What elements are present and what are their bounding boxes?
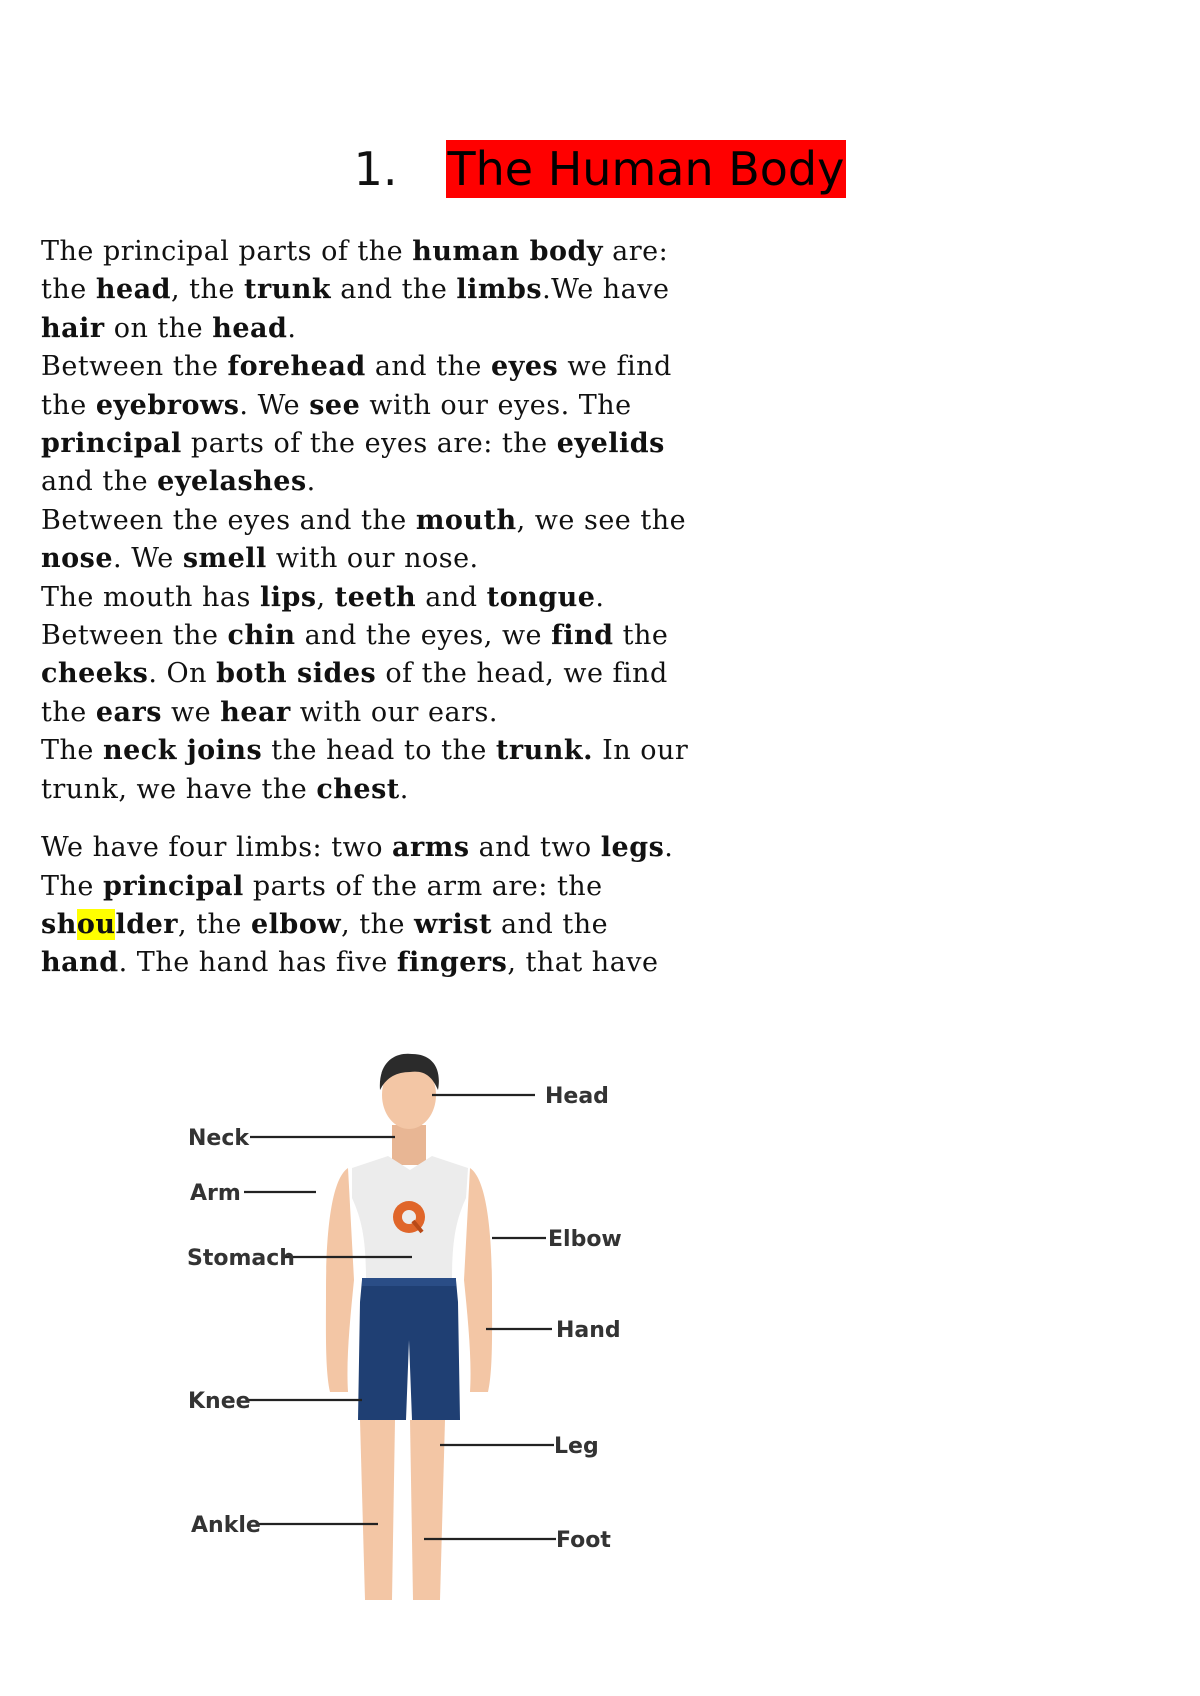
- label-head: Head: [545, 1084, 609, 1109]
- label-hand: Hand: [556, 1318, 621, 1343]
- bold-term: both sides: [216, 658, 377, 690]
- text-run: Between the: [41, 620, 228, 652]
- body-illustration: [326, 1054, 492, 1600]
- text-run: and the: [331, 274, 457, 306]
- text-run: parts of the arm are: the: [243, 870, 603, 902]
- text-run: .: [287, 312, 297, 344]
- bold-term: hear: [220, 696, 291, 728]
- bold-term: eyelids: [556, 428, 665, 460]
- label-leg: Leg: [554, 1434, 599, 1459]
- bold-term: nose: [41, 543, 114, 575]
- bold-term: chin: [227, 620, 296, 652]
- bold-term: hand: [41, 947, 119, 979]
- text-run: with our ears.: [290, 696, 498, 728]
- text-run: . On: [148, 658, 217, 690]
- text-run: , we see the: [516, 504, 687, 536]
- bold-term: find: [551, 620, 614, 652]
- bold-term: head: [95, 274, 171, 306]
- text-run: We have four limbs: two: [41, 832, 393, 864]
- bold-term: principal: [102, 870, 244, 902]
- text-run: .We have: [542, 274, 670, 306]
- bold-term: tongue: [486, 581, 596, 613]
- label-neck: Neck: [188, 1126, 250, 1151]
- bold-term: wrist: [414, 908, 492, 940]
- text-run: ,: [316, 581, 335, 613]
- text-run: . The: [41, 832, 674, 902]
- bold-term: see: [309, 389, 361, 421]
- text-run: The principal parts of the: [41, 236, 413, 267]
- text-run: with our eyes. The: [360, 389, 632, 421]
- text-run: .: [595, 581, 605, 613]
- text-run: parts of the eyes are: the: [181, 428, 557, 460]
- bold-term: forehead: [227, 351, 366, 383]
- paragraph: [41, 829, 691, 983]
- text-run: The: [41, 735, 103, 767]
- bold-term: principal: [41, 428, 182, 460]
- bold-term: neck joins: [102, 735, 263, 767]
- bold-term: mouth: [415, 504, 517, 536]
- text-run: the: [613, 620, 669, 652]
- label-stomach: Stomach: [187, 1246, 295, 1271]
- label-ankle: Ankle: [191, 1513, 261, 1538]
- heading-number: 1.: [353, 142, 398, 196]
- label-foot: Foot: [556, 1528, 611, 1553]
- page-heading: [0, 140, 1200, 198]
- text-run: and two: [469, 832, 601, 864]
- text-run: on the: [104, 312, 213, 344]
- text-run: . The hand has five: [118, 947, 397, 979]
- paragraph: [41, 617, 691, 732]
- text-run: and the: [491, 908, 609, 940]
- text-run: .: [306, 466, 316, 498]
- bold-term: cheeks: [41, 658, 149, 690]
- paragraph: [41, 732, 691, 809]
- bold-term: chest: [316, 773, 400, 805]
- bold-term: human body: [412, 236, 604, 267]
- bold-term: ears: [95, 696, 162, 728]
- text-run: Between the eyes and the: [41, 504, 416, 536]
- paragraph: [41, 348, 691, 502]
- text-run: , the: [178, 908, 251, 940]
- bold-term: hair: [41, 312, 105, 344]
- text-run: . We: [239, 389, 310, 421]
- bold-term: sh: [41, 908, 77, 940]
- bold-term: limbs: [456, 274, 543, 306]
- text-run: of the head, we find the: [41, 658, 668, 728]
- bold-term: trunk.: [495, 735, 593, 767]
- paragraph: [41, 502, 691, 579]
- text-run: and the: [365, 351, 491, 383]
- text-run: , that have: [507, 947, 659, 979]
- text-run: Between the: [41, 351, 228, 383]
- bold-term: teeth: [334, 581, 417, 613]
- text-run: and: [416, 581, 487, 613]
- paragraph: [41, 233, 691, 348]
- label-elbow: Elbow: [548, 1227, 622, 1252]
- text-run: with our nose.: [266, 543, 479, 575]
- bold-term: legs: [600, 832, 665, 864]
- bold-term: eyebrows: [95, 389, 240, 421]
- bold-term: lder: [115, 908, 179, 940]
- text-run: . We: [113, 543, 183, 575]
- bold-term: trunk: [243, 274, 332, 306]
- text-run: we: [161, 696, 221, 728]
- text-run: the head to the: [262, 735, 496, 767]
- bold-term: fingers: [396, 947, 508, 979]
- human-body-figure: [0, 1040, 1200, 1600]
- bold-term: arms: [392, 832, 470, 864]
- bold-term: elbow: [251, 908, 342, 940]
- bold-term: lips: [259, 581, 317, 613]
- paragraph: [41, 579, 691, 617]
- bold-term: eyes: [490, 351, 559, 383]
- text-run: .: [399, 773, 409, 805]
- body-text: [41, 233, 691, 988]
- text-run: we find the: [41, 351, 672, 421]
- heading-title: The Human Body: [447, 142, 845, 196]
- bold-term: smell: [182, 543, 267, 575]
- bold-term: head: [212, 312, 288, 344]
- text-run: , the: [341, 908, 415, 940]
- label-knee: Knee: [188, 1389, 251, 1414]
- text-run: The mouth has: [41, 581, 260, 613]
- highlighted-text: ou: [76, 908, 116, 940]
- text-run: are: the: [41, 236, 669, 306]
- text-run: and the: [41, 466, 158, 498]
- text-run: In our trunk, we have the: [41, 735, 689, 805]
- text-run: , the: [171, 274, 244, 306]
- bold-term: eyelashes: [157, 466, 307, 498]
- label-arm: Arm: [190, 1181, 241, 1206]
- text-run: and the eyes, we: [295, 620, 552, 652]
